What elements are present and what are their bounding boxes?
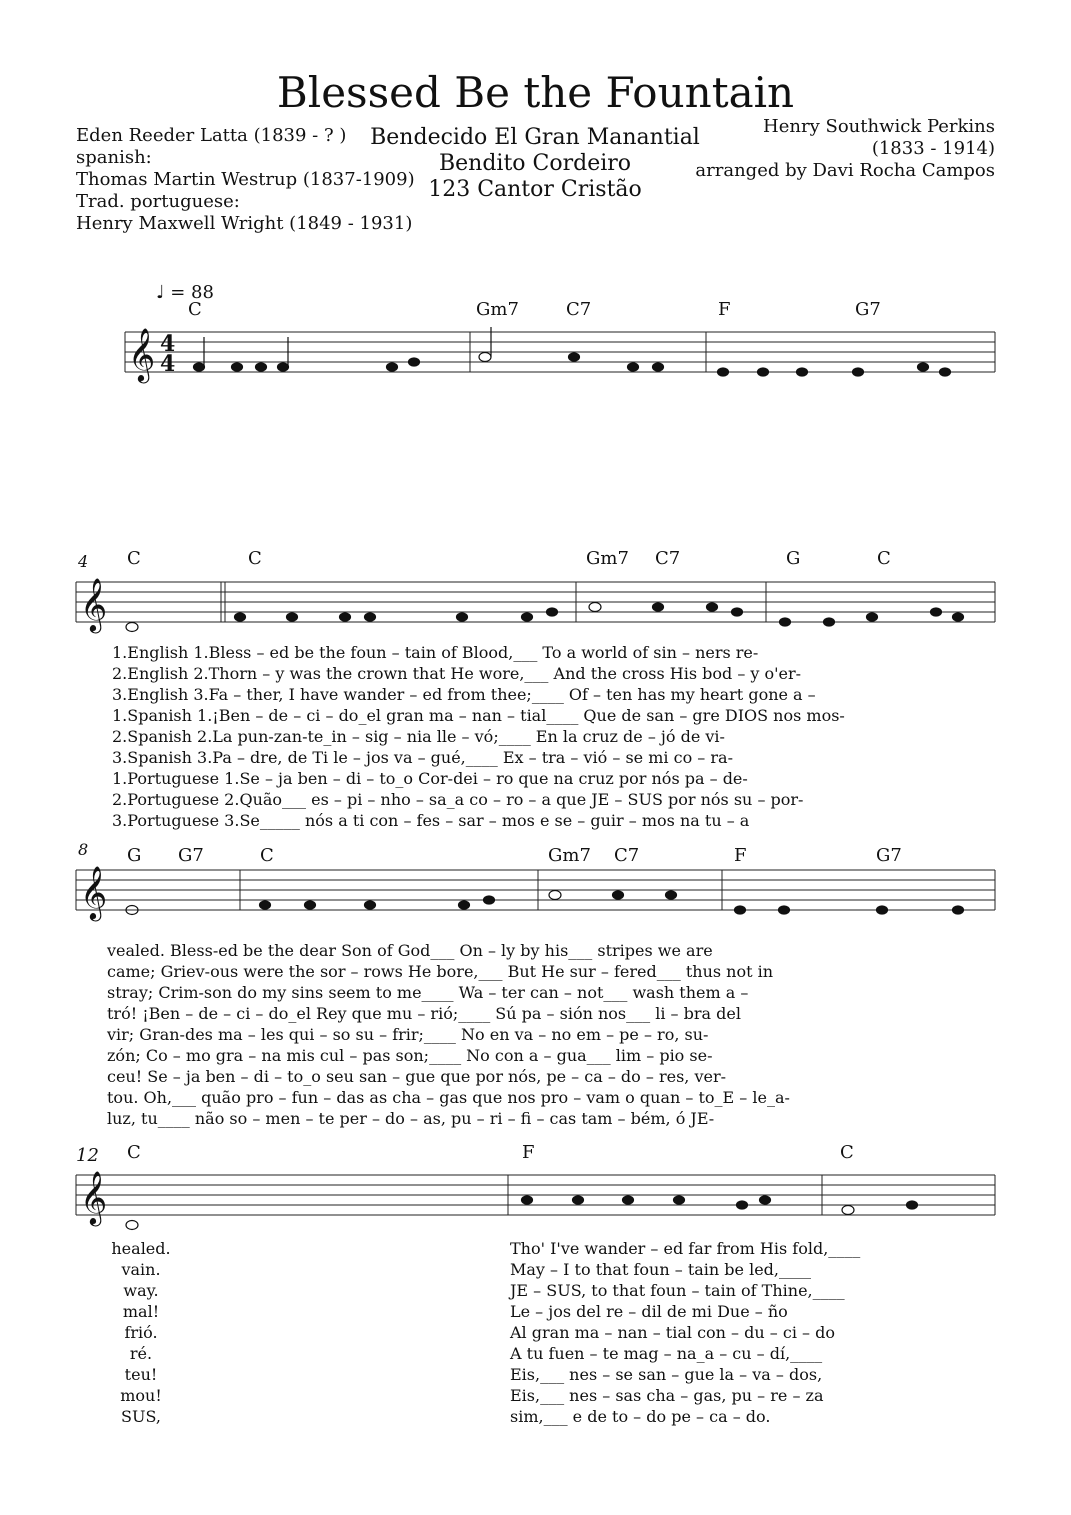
lyric-line: ré. <box>129 1344 153 1363</box>
credit-line: Thomas Martin Westrup (1837-1909) <box>76 169 415 190</box>
chord-symbol: C <box>840 1142 854 1163</box>
lyric-line: Al gran ma – nan – tial con – du – ci – do <box>510 1323 835 1342</box>
lyric-line: luz, tu____ não so – men – te per – do – as, pu – ri – fi – cas tam – bém, ó JE- <box>107 1109 715 1128</box>
chord-symbol: C <box>248 548 262 569</box>
lyric-line: 2.English 2.Thorn – y was the crown that He wore,___ And the cross His bod – y o'er- <box>112 664 802 683</box>
chord-symbol: C <box>260 845 274 866</box>
lyric-line: 3.English 3.Fa – ther, I have wander – ed from thee;____ Of – ten has my heart gone a – <box>112 685 816 704</box>
credit-line: Trad. portuguese: <box>76 191 240 212</box>
credit-line: Eden Reeder Latta (1839 - ? ) <box>76 125 347 146</box>
chord-symbol: Gm7 <box>476 299 519 320</box>
lyric-line: vealed. Bless-ed be the dear Son of God___ On – ly by his___ stripes we are <box>107 941 713 960</box>
time-signature-bottom: 4 <box>160 351 176 377</box>
chord-symbol: F <box>522 1142 535 1163</box>
lyric-line: stray; Crim-son do my sins seem to me____ Wa – ter can – not___ wash them a – <box>107 983 749 1002</box>
quarter-note-icon: ♩ <box>156 282 165 303</box>
lyric-line: vain. <box>121 1260 161 1279</box>
lyric-line: 3.Spanish 3.Pa – dre, de Ti le – jos va – gué,____ Ex – tra – vió – se mi co – ra- <box>112 748 733 767</box>
lyric-line: 1.Spanish 1.¡Ben – de – ci – do_el gran ma – nan – tial____ Que de san – gre DIOS nos mos- <box>112 706 845 725</box>
lyrics-block <box>510 1238 860 1427</box>
lyric-line: tou. Oh,___ quão pro – fun – das as cha – gas que nos pro – vam o quan – to_E – le_a- <box>107 1088 790 1107</box>
credit-line: (1833 - 1914) <box>871 138 995 159</box>
lyric-line: zón; Co – mo gra – na mis cul – pas son;____ No con a – gua___ lim – pio se- <box>107 1046 713 1065</box>
chord-symbol: C <box>877 548 891 569</box>
lyric-line: frió. <box>124 1323 158 1342</box>
lyric-line: JE – SUS, to that foun – tain of Thine,____ <box>510 1281 845 1300</box>
lyric-line: 2.Portuguese 2.Quão___ es – pi – nho – sa_a co – ro – a que JE – SUS por nós su – por- <box>112 790 804 809</box>
lyric-line: A tu fuen – te mag – na_a – cu – dí,____ <box>510 1344 823 1363</box>
measure-number: 12 <box>76 1145 99 1166</box>
credit-line: Henry Maxwell Wright (1849 - 1931) <box>76 213 413 234</box>
lyrics-block <box>112 642 845 831</box>
chord-symbol: G <box>786 548 801 569</box>
chord-symbol: G7 <box>178 845 204 866</box>
lyric-line: SUS, <box>121 1407 161 1426</box>
credit-line: spanish: <box>76 147 152 168</box>
lyric-line: healed. <box>111 1239 171 1258</box>
lyric-line: teu! <box>124 1365 158 1384</box>
measure-number: 4 <box>78 552 89 571</box>
lyric-line: ceu! Se – ja ben – di – to_o seu san – gue que por nós, pe – ca – do – res, ver- <box>107 1067 727 1086</box>
chord-symbol: G7 <box>855 299 881 320</box>
lyric-line: May – I to that foun – tain be led,____ <box>510 1260 811 1279</box>
chord-symbol: Gm7 <box>548 845 591 866</box>
treble-clef-icon: 𝄞 <box>80 1170 108 1224</box>
treble-clef-icon: 𝄞 <box>80 865 108 919</box>
lyric-line: 1.English 1.Bless – ed be the foun – tain of Blood,___ To a world of sin – ners re- <box>112 643 759 662</box>
lyrics-block <box>107 940 790 1129</box>
credit-line: arranged by Davi Rocha Campos <box>695 160 995 181</box>
treble-clef-icon: 𝄞 <box>80 577 108 631</box>
treble-clef-icon: 𝄞 <box>128 327 156 381</box>
lyrics-block-left <box>106 1238 176 1427</box>
measure-number: 8 <box>78 840 89 859</box>
chord-symbol: C <box>127 1142 141 1163</box>
lyric-line: Le – jos del re – dil de mi Due – ño <box>510 1302 788 1321</box>
lyric-line: 2.Spanish 2.La pun-zan-te_in – sig – nia lle – vó;____ En la cruz de – jó de vi- <box>112 727 725 746</box>
chord-symbol: C7 <box>614 845 640 866</box>
subtitle-line: 123 Cantor Cristão <box>428 177 642 202</box>
chord-symbol: C <box>127 548 141 569</box>
lyric-line: Tho' I've wander – ed far from His fold,____ <box>510 1239 861 1258</box>
lyric-line: vir; Gran-des ma – les qui – so su – frir;____ No en va – no em – pe – ro, su- <box>107 1025 709 1044</box>
chord-symbol: C7 <box>655 548 681 569</box>
lyric-line: sim,___ e de to – do pe – ca – do. <box>510 1407 771 1426</box>
lyric-line: way. <box>123 1281 159 1300</box>
lyric-line: 1.Portuguese 1.Se – ja ben – di – to_o Cor-dei – ro que na cruz por nós pa – de- <box>112 769 748 788</box>
chord-symbol: G7 <box>876 845 902 866</box>
chord-symbol: F <box>718 299 731 320</box>
chord-symbol: C <box>188 299 202 320</box>
subtitle-line: Bendito Cordeiro <box>438 151 632 176</box>
subtitle-line: Bendecido El Gran Manantial <box>370 125 700 150</box>
lyric-line: 3.Portuguese 3.Se_____ nós a ti con – fes – sar – mos e se – guir – mos na tu – a <box>112 811 750 830</box>
lyric-line: tró! ¡Ben – de – ci – do_el Rey que mu – rió;____ Sú pa – sión nos___ li – bra del <box>107 1004 741 1023</box>
lyric-line: Eis,___ nes – sas cha – gas, pu – re – za <box>510 1386 824 1405</box>
lyric-line: mou! <box>120 1386 162 1405</box>
lyric-line: came; Griev-ous were the sor – rows He bore,___ But He sur – fered___ thus not in <box>107 962 774 981</box>
tempo-value: = 88 <box>170 282 214 303</box>
lyric-line: mal! <box>122 1302 160 1321</box>
chord-symbol: F <box>734 845 747 866</box>
lyric-line: Eis,___ nes – se san – gue la – va – dos, <box>510 1365 823 1384</box>
chord-symbol: G <box>127 845 142 866</box>
song-title: Blessed Be the Fountain <box>276 68 795 117</box>
time-signature-top: 4 <box>160 331 176 357</box>
chord-symbol: C7 <box>566 299 592 320</box>
chord-symbol: Gm7 <box>586 548 629 569</box>
credit-line: Henry Southwick Perkins <box>763 116 995 137</box>
